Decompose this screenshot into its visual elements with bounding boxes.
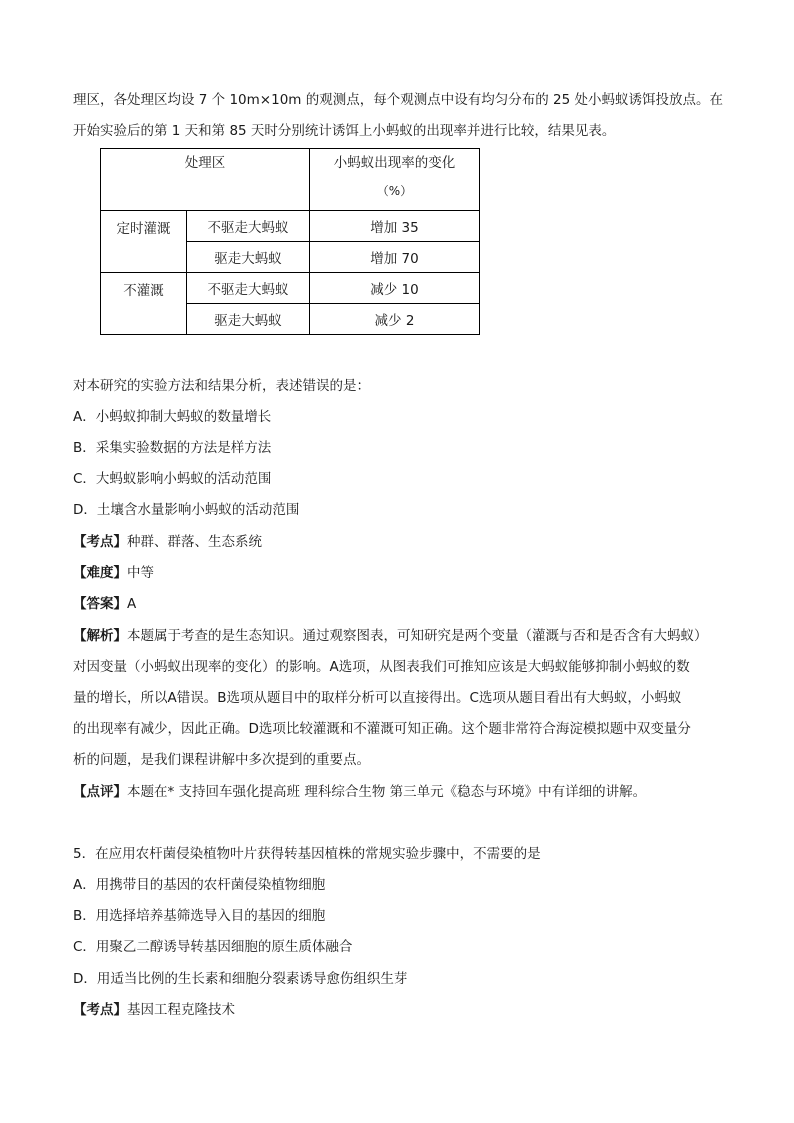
intro-line-2: 开始实验后的第 1 天和第 85 天时分别统计诱饵上小蚂蚁的出现率并进行比较，结果见表。 <box>73 123 616 139</box>
group-name: 不灌溉 <box>101 273 187 335</box>
q5-kaodian-value: 基因工程克隆技术 <box>127 1002 235 1018</box>
kaodian-label: 【考点】 <box>73 534 127 550</box>
treatment-cell: 不驱走大蚂蚁 <box>187 273 310 304</box>
q5-option-c: C．用聚乙二醇诱导转基因细胞的原生质体融合 <box>73 939 353 955</box>
change-cell: 减少 10 <box>310 273 480 304</box>
option-b: B．采集实验数据的方法是样方法 <box>73 440 272 456</box>
q5-option-d: D．用适当比例的生长素和细胞分裂素诱导愈伤组织生芽 <box>73 971 408 987</box>
nandu <box>73 563 154 583</box>
option-a: A．小蚂蚁抑制大蚂蚁的数量增长 <box>73 409 272 425</box>
question-stem: 对本研究的实验方法和结果分析，表述错误的是： <box>73 378 370 394</box>
change-cell: 增加 35 <box>310 211 480 242</box>
jiexi-line-2: 对因变量（小蚂蚁出现率的变化）的影响。A选项，从图表我们可推知应该是大蚂蚁能够抑制小蚂蚁的数 <box>73 659 690 675</box>
table-row <box>101 273 480 304</box>
jiexi-line-1 <box>73 626 708 646</box>
header-treatment-area-label: 处理区 <box>184 155 226 171</box>
header-change-unit: （%） <box>376 184 413 198</box>
nandu-label: 【难度】 <box>73 565 127 581</box>
table-header-row <box>101 149 480 211</box>
intro-line-1: 理区，各处理区均设 7 个 10m×10m 的观测点，每个观测点中设有均匀分布的 25 处小蚂蚁诱饵投放点。在 <box>73 92 723 108</box>
treatment-cell: 驱走大蚂蚁 <box>187 304 310 335</box>
header-change-label: 小蚂蚁出现率的变化 <box>333 155 456 171</box>
table-row <box>101 211 480 242</box>
treatment-cell: 不驱走大蚂蚁 <box>187 211 310 242</box>
jiexi-text: 本题属于考查的是生态知识。通过观察图表，可知研究是两个变量（灌溉与否和是否含有大蚂蚁） <box>127 628 708 644</box>
dianping <box>73 782 646 802</box>
dianping-label: 【点评】 <box>73 784 127 800</box>
kaodian-value: 种群、群落、生态系统 <box>127 534 262 550</box>
results-table <box>100 148 480 335</box>
dianping-text: 本题在* 支持回车强化提高班 理科综合生物 第三单元《稳态与环境》中有详细的讲解。 <box>127 784 647 800</box>
jiexi-line-3: 量的增长，所以A错误。B选项从题目中的取样分析可以直接得出。C选项从题目看出有大蚂蚁，小蚂蚁 <box>73 690 682 706</box>
jiexi-label: 【解析】 <box>73 628 127 644</box>
header-change <box>310 149 480 211</box>
change-cell: 减少 2 <box>310 304 480 335</box>
daan <box>73 594 136 614</box>
q5-kaodian <box>73 1000 235 1020</box>
jiexi-line-4: 的出现率有减少，因此正确。D选项比较灌溉和不灌溉可知正确。这个题非常符合海淀模拟题中双变量分 <box>73 721 691 737</box>
group-name: 定时灌溉 <box>101 211 187 273</box>
option-c: C．大蚂蚁影响小蚂蚁的活动范围 <box>73 471 272 487</box>
daan-label: 【答案】 <box>73 596 127 612</box>
change-cell: 增加 70 <box>310 242 480 273</box>
treatment-cell: 驱走大蚂蚁 <box>187 242 310 273</box>
nandu-value: 中等 <box>127 565 154 581</box>
question-5-stem: 5．在应用农杆菌侵染植物叶片获得转基因植株的常规实验步骤中，不需要的是 <box>73 846 541 862</box>
header-treatment-area <box>101 149 310 211</box>
option-d: D．土壤含水量影响小蚂蚁的活动范围 <box>73 502 300 518</box>
jiexi-line-5: 析的问题，是我们课程讲解中多次提到的重要点。 <box>73 752 370 768</box>
q5-option-a: A．用携带目的基因的农杆菌侵染植物细胞 <box>73 877 326 893</box>
q5-kaodian-label: 【考点】 <box>73 1002 127 1018</box>
daan-value: A <box>127 596 137 612</box>
kaodian <box>73 532 262 552</box>
q5-option-b: B．用选择培养基筛选导入目的基因的细胞 <box>73 908 326 924</box>
